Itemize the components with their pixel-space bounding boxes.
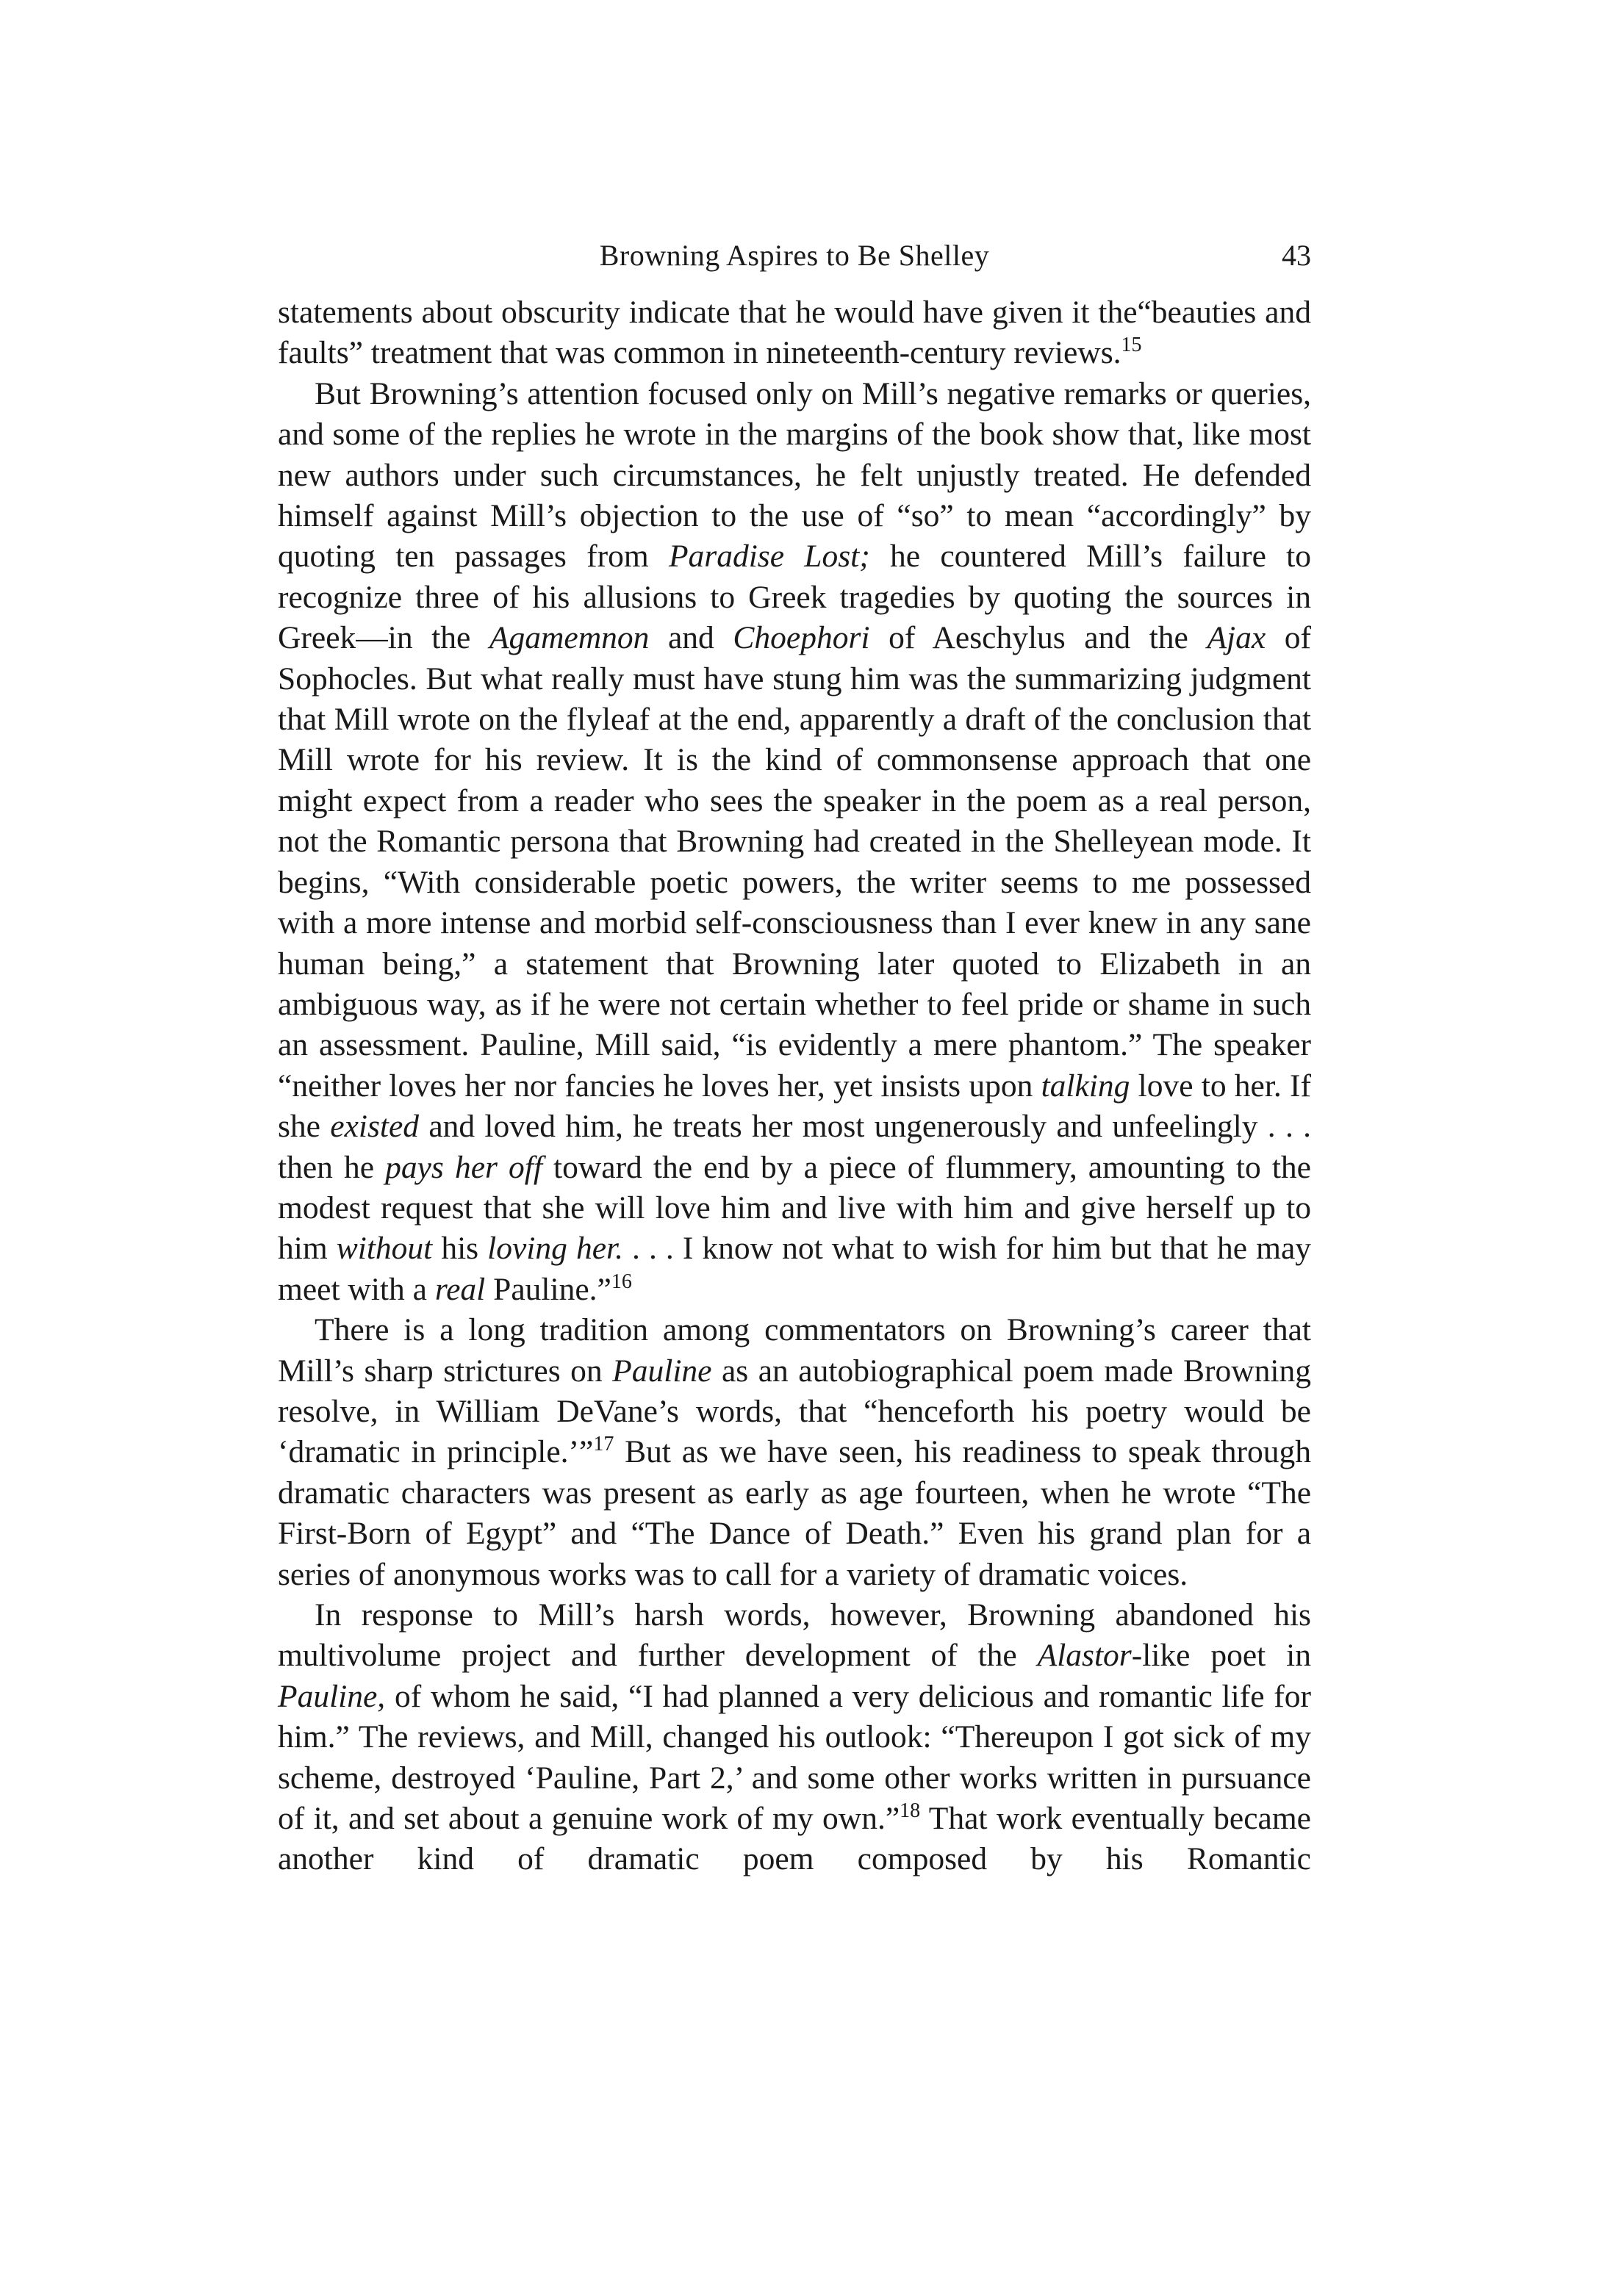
paragraph: [278, 1310, 1311, 1595]
text-run: toward the end by a piece of flummery, amounting to the modest request that she will love him and live with him and give herself up to him: [278, 1149, 1311, 1267]
italic-title: existed: [330, 1109, 420, 1145]
footnote-marker: 15: [1121, 334, 1142, 357]
body-text: [278, 292, 1311, 1880]
text-run: his: [432, 1231, 488, 1267]
text-run: In response to Mill’s harsh words, however, Browning abandoned his multivolume project and further development of the: [278, 1597, 1311, 1674]
italic-title: Agamemnon: [489, 620, 650, 656]
italic-title: real: [434, 1271, 486, 1307]
running-title: Browning Aspires to Be Shelley: [599, 239, 990, 272]
running-head: [278, 234, 1311, 278]
text-run: statements about obscurity indicate that he would have given it the“beauties and faults” treatment that was common in nineteenth-century reviews.: [278, 295, 1311, 371]
text-run: love to her. If she: [278, 1068, 1312, 1145]
paragraph: [278, 1595, 1311, 1880]
text-run: But Browning’s attention focused only on Mill’s negative remarks or queries, and some of the replies he wrote in the margins of the book show that, like most new authors under such circumstances, he felt unjustly treated. He defended himself against Mill’s objection to the use of “so” to mean “accordingly” by quoting ten passages from: [278, 375, 1311, 575]
page-number: 43: [1282, 239, 1311, 272]
text-run: There is a long tradition among commentators on Browning’s career that Mill’s sharp strictures on: [278, 1312, 1311, 1389]
italic-title: Ajax: [1207, 620, 1266, 656]
italic-title: Pauline: [612, 1353, 712, 1389]
text-run: and: [649, 620, 733, 656]
italic-title: loving her.: [487, 1231, 623, 1267]
text-run: and loved him, he treats her most ungenerously and unfeelingly . . . then he: [278, 1109, 1311, 1185]
text-run: he countered Mill’s failure to recognize three of his allusions to Greek tragedies by quoting the sources in Greek—in the: [278, 539, 1311, 656]
text-run: But as we have seen, his readiness to speak through dramatic characters was present as early as age fourteen, when he wrote “The First-Born of Egypt” and “The Dance of Death.” Even his grand plan for a series of anonymous works was to call for a variety of dramatic voices.: [278, 1434, 1312, 1592]
italic-title: talking: [1041, 1068, 1130, 1104]
footnote-marker: 16: [611, 1270, 632, 1293]
italic-title: Paradise Lost;: [668, 539, 870, 575]
text-run: . . . I know not what to wish for him but that he may meet with a: [278, 1231, 1312, 1307]
text-run: of Aeschylus and the: [869, 620, 1207, 656]
italic-title: Alastor: [1037, 1638, 1132, 1674]
text-run: as an autobiographical poem made Browning resolve, in William DeVane’s words, that “henceforth his poetry would be ‘dramatic in principle.’”: [278, 1353, 1311, 1470]
text-run: of whom he said, “I had planned a very delicious and romantic life for him.” The reviews, and Mill, changed his outlook: “Thereupon I got sick of my scheme, destroyed ‘Pauline, Part 2,’ and some other works written in pursuance of it, and set about a genuine work of my own.”: [278, 1678, 1311, 1837]
italic-title: Choephori: [733, 620, 870, 656]
paragraph: [278, 374, 1311, 1310]
footnote-marker: 18: [900, 1799, 921, 1823]
text-run: That work eventually became another kind of dramatic poem composed by his Romantic: [278, 1801, 1311, 1877]
italic-title: Pauline,: [278, 1678, 386, 1714]
footnote-marker: 17: [593, 1433, 614, 1456]
text-run: Pauline.”: [485, 1271, 611, 1307]
text-run: -like poet in: [1131, 1638, 1311, 1674]
text-run: of Sophocles. But what really must have stung him was the summarizing judgment that Mill wrote on the flyleaf at the end, apparently a draft of the conclusion that Mill wrote for his review. It is the kind of commonsense approach that one might expect from a reader who sees the speaker in the poem as a real person, not the Romantic persona that Browning had created in the Shelleyean mode. It begins, “With considerable poetic powers, the writer seems to me possessed with a more intense and morbid self-consciousness than I ever knew in any sane human being,” a statement that Browning later quoted to Elizabeth in an ambiguous way, as if he were not certain whether to feel pride or shame in such an assessment. Pauline, Mill said, “is evidently a mere phantom.” The speaker “neither loves her nor fancies he loves her, yet insists upon: [278, 620, 1311, 1104]
paragraph: [278, 292, 1311, 374]
italic-title: pays her off: [385, 1149, 542, 1185]
italic-title: without: [336, 1231, 433, 1267]
